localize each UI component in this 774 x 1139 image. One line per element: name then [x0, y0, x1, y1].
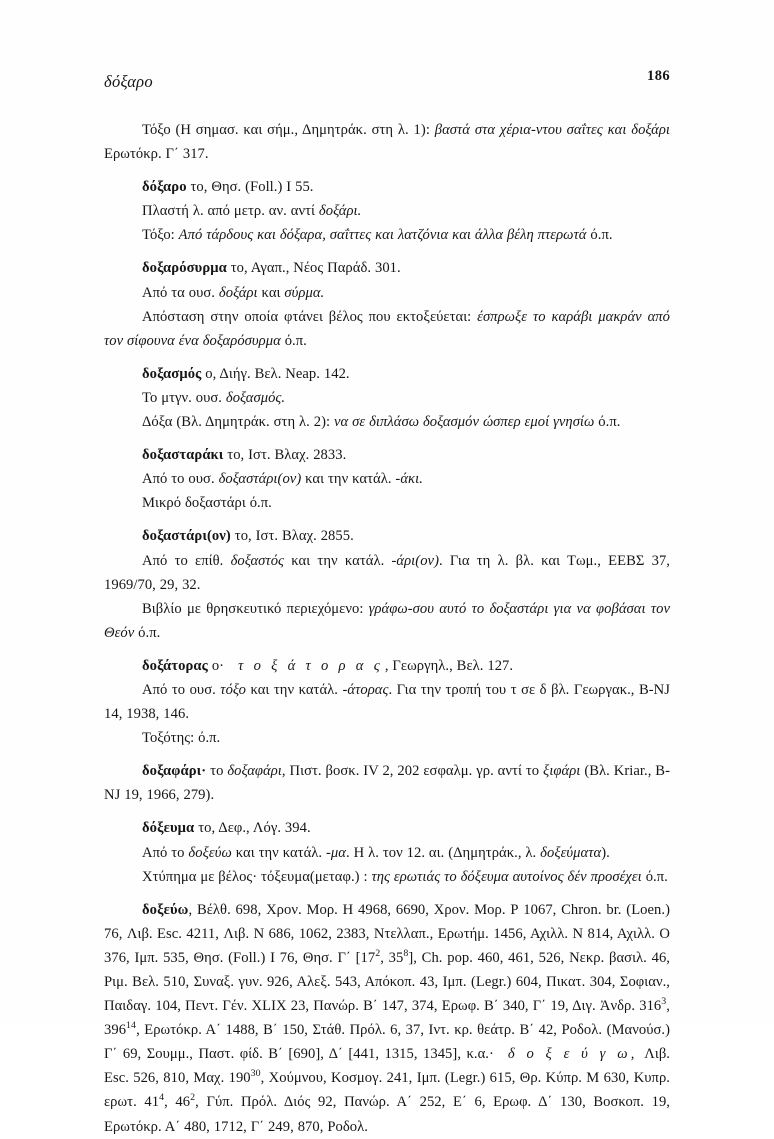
entry-text: Από τα ουσ.: [142, 284, 219, 301]
entry-text: Το μτγν. ουσ.: [142, 389, 226, 406]
entry-text: Από το ουσ.: [142, 471, 219, 488]
dictionary-entry: [104, 443, 670, 515]
citation-quote: δοξάρι.: [318, 203, 362, 220]
entry-text: και την κατάλ.: [250, 681, 343, 698]
entry-spacer: [104, 166, 670, 175]
entry-text: Πιστ. βοσκ. IV 2, 202 εσφαλμ. γρ. αντί το: [285, 763, 544, 780]
entry-text: Χτύπημα με βέλος· τόξευμα(μεταφ.) :: [142, 868, 372, 885]
superscript-reference: 8: [403, 948, 409, 960]
superscript-reference: 30: [250, 1068, 261, 1080]
entry-text: , 396: [104, 998, 670, 1039]
dictionary-entry: [104, 759, 670, 807]
entry-text: Βιβλίο με θρησκευτικό περιεχόμενο:: [142, 600, 369, 617]
citation-quote: -άρι(ον): [391, 552, 439, 569]
entry-text: ο·: [207, 657, 225, 674]
variant-headword: τ ο ξ ά τ ο ρ α ς: [238, 657, 383, 674]
entry-spacer: [104, 807, 670, 816]
entry-paragraph: [104, 223, 670, 247]
entry-spacer: [104, 645, 670, 654]
entry-paragraph: [104, 281, 670, 305]
entry-paragraph: [104, 841, 670, 865]
entry-text: , Βέλθ. 698, Χρον. Μορ. Η 4968, 6690, Χρον. Μορ. Ρ 1067, Chron. br. (Loen.) 76, Λιβ. Esc. 4211, Λιβ. Ν 686, 1062, 2383, Ντελλαπ., Ερωτήμ. 1456, Αχιλλ. Ν 814, Αχιλλ. Ο 376, Ιμπ. 535, Θησ. (Foll.) I 76, Θησ. Γ΄ [17: [104, 901, 670, 966]
citation-quote: δοξαφάρι,: [227, 763, 286, 780]
citation-quote: δοξαστός: [230, 552, 292, 569]
entry-headword: δοξασταράκι: [142, 447, 224, 464]
entry-text: ό.π.: [138, 624, 161, 641]
entry-paragraph: [104, 816, 670, 840]
citation-quote: ξιφάρι: [543, 763, 585, 780]
citation-quote: δοξαστάρι(ον): [218, 471, 306, 488]
entry-headword: δόξαρο: [142, 179, 187, 196]
citation-quote: να σε διπλάσω δοξασμόν ώσπερ εμοί γνησίω: [334, 414, 599, 431]
entry-text: Λιβ. Esc. 526, 810, Μαχ. 190: [104, 1046, 670, 1087]
running-head: [104, 68, 670, 102]
entry-paragraph: [104, 467, 670, 491]
entry-headword: δοξαστάρι(ον): [142, 528, 231, 545]
entry-paragraph: [104, 491, 670, 515]
entry-text: το, Ιστ. Βλαχ. 2833.: [223, 447, 347, 464]
entry-spacer: [104, 247, 670, 256]
citation-quote: σύρμα.: [284, 284, 325, 301]
citation-quote: δοξάρι: [218, 284, 262, 301]
text-column: [104, 118, 670, 1139]
entry-text: Απόσταση στην οποία φτάνει βέλος που εκτοξεύεται:: [142, 308, 478, 325]
entry-text: ό.π.: [598, 414, 621, 431]
entry-text: το, Θησ. (Foll.) I 55.: [186, 179, 314, 196]
superscript-reference: 14: [126, 1020, 137, 1032]
entry-text: , Ερωτόκρ. Α΄ 1488, Β΄ 150, Στάθ. Πρόλ. 6, 37, Ιντ. κρ. θεάτρ. Β΄ 42, Ροδολ. (Μανούσ.) Γ΄ 69, Σουμμ., Παστ. φίδ. Β΄ [690], Δ΄ [441, 1315, 1345], κ.α.·: [104, 1022, 670, 1063]
entry-text: , Γεωργηλ., Βελ. 127.: [384, 657, 514, 674]
citation-quote: έσπρωξε το καράβι μακράν από τον σίφουνα ένα δοξαρόσυρμα: [104, 308, 670, 349]
entry-text: Δόξα (Βλ. Δημητράκ. στη λ. 2):: [142, 414, 335, 431]
entry-text: ό.π.: [645, 868, 668, 885]
entry-text: Τόξο (Η σημασ. και σήμ., Δημητράκ. στη λ. 1):: [142, 122, 435, 138]
entry-text: Ερωτόκρ. Γ΄ 317.: [104, 146, 209, 163]
entry-text: και: [261, 284, 285, 301]
entry-text: . Η λ. τον 12. αι. (Δημητράκ., λ.: [346, 844, 541, 861]
dictionary-entry: [104, 256, 670, 352]
entry-paragraph: [104, 410, 670, 434]
entry-paragraph: [104, 865, 670, 889]
entry-text: ).: [601, 844, 610, 861]
entry-spacer: [104, 353, 670, 362]
entry-text: , Γύπ. Πρόλ. Διός 92, Πανώρ. Α΄ 252, Ε΄ 6, Ερωφ. Δ΄ 130, Βοσκοπ. 19, Ερωτόκρ. Α΄ 480, 1712, Γ΄ 249, 870, Ροδολ.: [104, 1094, 670, 1135]
entry-text: , 35: [380, 949, 404, 966]
dictionary-entry: [104, 524, 670, 644]
entry-paragraph: [104, 199, 670, 223]
entry-text: το: [206, 763, 228, 780]
citation-quote: δοξεύω: [188, 844, 236, 861]
entry-headword: δοξαρόσυρμα: [142, 260, 227, 277]
entry-text: το, Δεφ., Λόγ. 394.: [194, 820, 311, 837]
entry-headword: δοξαφάρι·: [142, 763, 207, 780]
entry-text: Τόξο:: [142, 227, 179, 244]
superscript-reference: 2: [190, 1092, 196, 1104]
entry-paragraph: [104, 759, 670, 807]
entry-text: , Χούμνου, Κοσμογ. 241, Ιμπ. (Legr.) 615, Θρ. Κύπρ. Μ 630, Κυπρ. ερωτ. 41: [104, 1070, 671, 1111]
dictionary-entry: [104, 654, 670, 750]
citation-quote: τόξο: [220, 681, 251, 698]
entry-text: Από το επίθ.: [142, 552, 231, 569]
variant-headword: δ ο ξ ε ύ γ ω,: [507, 1046, 638, 1063]
citation-quote: της ερωτιάς το δόξευμα αυτοίνος δέν προσέχει: [371, 868, 646, 885]
entry-paragraph: [104, 726, 670, 750]
citation-quote: Από τάρδους και δόξαρα, σαΐττες και λατζόνια: [178, 227, 449, 244]
citation-quote: βαστά στα χέρια-ντου σαΐτες και δοξάρι: [434, 122, 670, 138]
entry-headword: δοξασμός: [142, 365, 202, 382]
entry-headword: δοξεύω: [142, 901, 189, 918]
entry-paragraph: [104, 118, 670, 166]
entry-paragraph: [104, 175, 670, 199]
running-head-lemma: δόξαρο: [104, 72, 153, 91]
entry-text: . Για την τροπή του τ σε δ βλ. Γεωργακ., B-NJ 14, 1938, 146.: [104, 681, 670, 723]
entry-text: , 46: [164, 1094, 191, 1111]
entry-text: . Για τη λ. βλ. και Τωμ., ΕΕΒΣ 37, 1969/70, 29, 32.: [104, 552, 671, 593]
entry-paragraph: [104, 362, 670, 386]
entry-paragraph: [104, 256, 670, 280]
entry-text: Πλαστή λ. από μετρ. αν. αντί: [142, 203, 319, 220]
entry-text: ό.π.: [586, 227, 613, 244]
entry-text: το, Ιστ. Βλαχ. 2855.: [230, 528, 354, 545]
entry-text: Μικρό δοξαστάρι ό.π.: [142, 495, 272, 512]
entry-paragraph: [104, 386, 670, 410]
entry-text: (Βλ. Kriar., B-NJ 19, 1966, 279).: [104, 763, 670, 804]
citation-quote: δοξεύματα: [540, 844, 602, 861]
dictionary-entry: [104, 362, 670, 434]
dictionary-entry: [104, 898, 670, 1139]
citation-quote: γράφω-σου αυτό το δοξαστάρι για να φοβάσαι τον Θεόν: [104, 600, 671, 641]
superscript-reference: 3: [661, 996, 667, 1008]
citation-quote: -άκι.: [395, 471, 423, 488]
entry-text: το, Αγαπ., Νέος Παράδ. 301.: [226, 260, 401, 277]
superscript-reference: 2: [375, 948, 381, 960]
entry-paragraph: [104, 678, 670, 726]
entry-paragraph: [104, 524, 670, 548]
entry-text: και την κατάλ.: [291, 552, 392, 569]
superscript-reference: 4: [159, 1092, 165, 1104]
dictionary-entry: [104, 816, 670, 888]
entry-spacer: [104, 889, 670, 898]
entry-text: ο, Διήγ. Βελ. Neap. 142.: [201, 365, 350, 382]
entry-paragraph: [104, 549, 670, 597]
entry-paragraph: [104, 654, 670, 678]
citation-quote: -μα: [326, 844, 347, 861]
citation-quote: δοξασμός.: [225, 389, 286, 406]
entry-text: ], Ch. pop. 460, 461, 526, Νεκρ. βασιλ. 46, Ριμ. Βελ. 510, Συναξ. γυν. 926, Αλεξ. 543, Απόκοπ. 43, Ιμπ. (Legr.) 604, Πικατ. 304, Σοφιαν., Παιδαγ. 104, Πεντ. Γέν. XLIX 23, Πανώρ. Β΄ 147, 374, Ερωφ. Β΄ 340, Γ΄ 19, Διγ. Ἀνδρ. 316: [104, 949, 670, 1015]
dictionary-entry: [104, 118, 670, 166]
citation-quote: και άλλα βέλη πτερωτά: [452, 227, 587, 244]
entry-paragraph: [104, 305, 670, 353]
entry-spacer: [104, 434, 670, 443]
page-number: 186: [647, 68, 670, 84]
entry-text: Από το: [142, 844, 189, 861]
entry-spacer: [104, 750, 670, 759]
citation-quote: -άτορας: [342, 681, 389, 698]
entry-text: Τοξότης: ό.π.: [142, 730, 221, 747]
entry-text: ό.π.: [284, 332, 307, 349]
dictionary-entry: [104, 175, 670, 247]
entry-text: και την κατάλ.: [235, 844, 327, 861]
entry-text: και την κατάλ.: [305, 471, 396, 488]
entry-headword: δοξάτορας: [142, 657, 208, 674]
entry-paragraph: [104, 443, 670, 467]
entry-text: Από το ουσ.: [142, 681, 221, 698]
entry-paragraph: [104, 597, 670, 645]
entry-spacer: [104, 515, 670, 524]
entry-paragraph: [104, 898, 670, 1139]
entry-headword: δόξευμα: [142, 820, 195, 837]
